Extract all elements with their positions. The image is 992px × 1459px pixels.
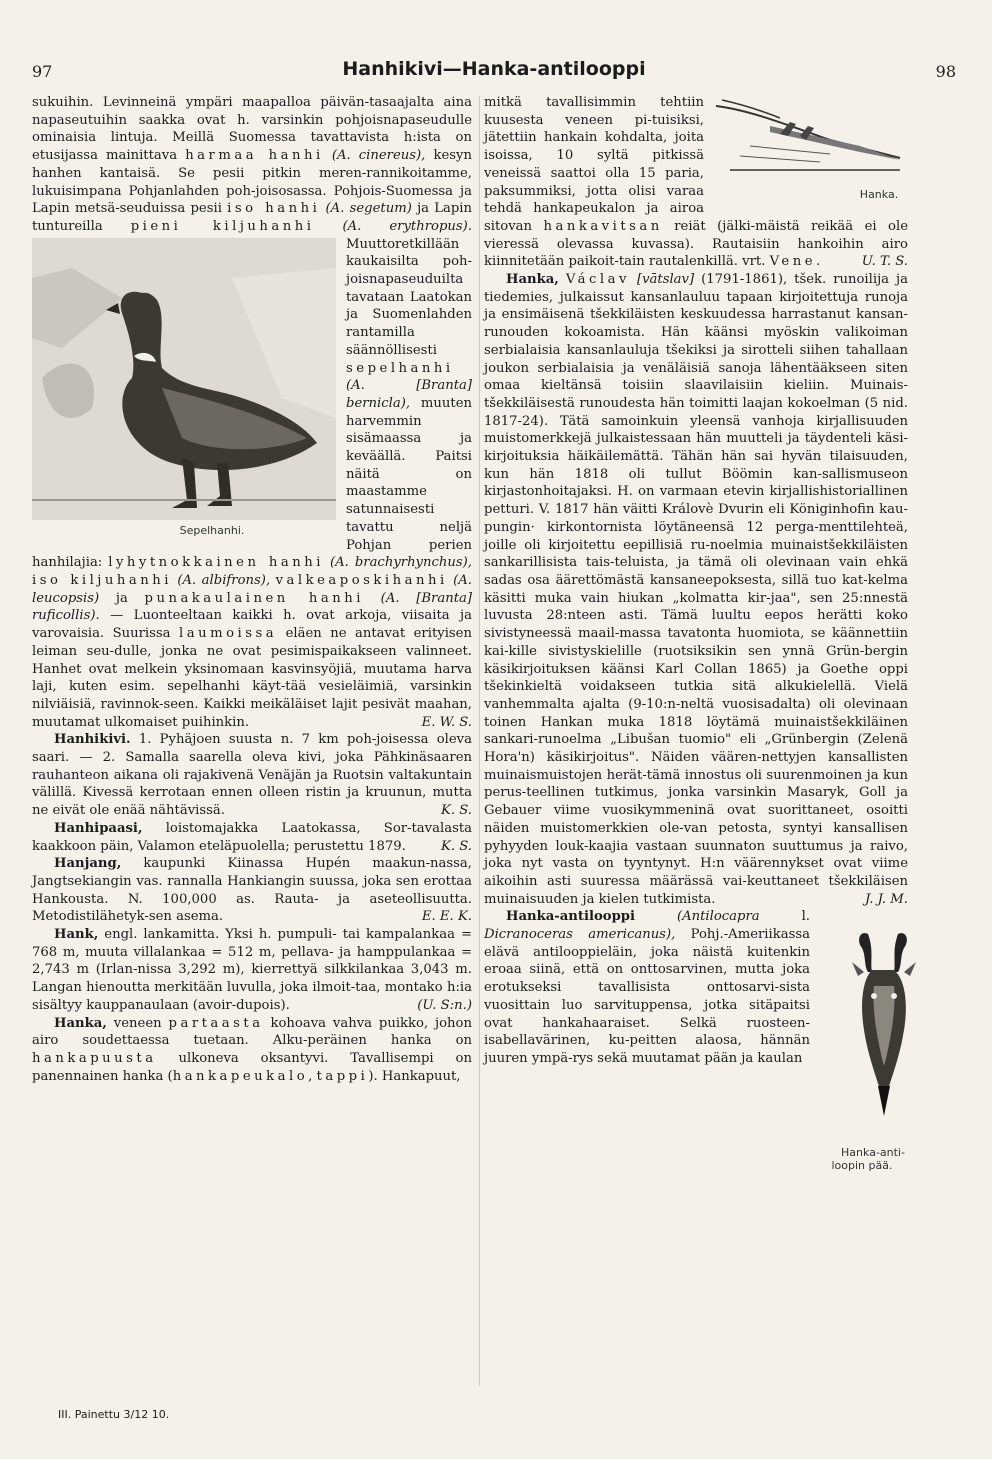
- hanka-article: Hanka, veneen partaasta kohoava vahva puikko, johon airo soudettaessa tuetaan. Alku-peräinen hanka on hankapuusta ulkoneva oksantyvi. Tavallisempi on panennainen hanka (hankapeukalo, tappi). Hankapuut,: [32, 1015, 472, 1084]
- page-title: Hanhikivi—Hanka-antilooppi: [342, 58, 646, 80]
- entry-heading: Hanka,: [506, 272, 559, 288]
- signature: E. W. S.: [421, 714, 472, 730]
- antelope-caption: Hanka-anti-loopin pää.: [831, 1146, 905, 1173]
- right-column: [484, 94, 908, 1188]
- entry-heading: Hanhikivi.: [54, 732, 131, 748]
- signature: E. E. K.: [421, 909, 472, 925]
- hanka-article-continued: Hanka. mitkä tavallisimmin tehtiin kuusesta veneen pi-tuisiksi, jätettiin hankain kohdalta, joita isoissa, 10 syltä pitkissä veneissä saattoi olla 15 paria, paksummiksi, jotta olisi varaa tehdä hankapeukalon ja airoa sitovan hankavitsan reiät (jälki-mäistä reikää ei ole vieressä olevassa kuvassa). Rautaisiin hankoihin airo kiinnitetään paikoit-tain rautalenkillä. vrt. Vene. U. T. S.: [484, 95, 908, 270]
- signature: K. S.: [441, 803, 472, 819]
- signature: J. J. M.: [865, 891, 908, 907]
- signature: U. T. S.: [861, 254, 908, 270]
- sepelhanhi-image: [32, 238, 336, 540]
- hanhikivi-article: Hanhikivi. 1. Pyhäjoen suusta n. 7 km poh-joisessa oleva saari. — 2. Samalla saarella oleva kivi, joka Pähkinäsaaren rauhanteon aikana oli rajakivenä Venäjän ja Ruotsin valtakuntain välillä. Kivessä kerrotaan ennen olleen ristin ja kruunun, mutta ne eivät ole enää nähtävissä. K. S.: [32, 732, 472, 819]
- entry-heading: Hank,: [54, 927, 99, 943]
- goose-caption: Sepelhanhi.: [179, 523, 245, 537]
- printing-note: III. Painettu 3/12 10.: [58, 1408, 170, 1421]
- hanka-vaclav-article: Hanka, Václav [vātslav] (1791-1861), tšek. runoilija ja tiedemies, julkaissut kansanlauluu tapaan kirjoitettuja runoja ja ensimäisenä tšekkiläisten keskuudessa harrastanut kansan-runouden kokoamista. Hän käänsi myöskin valikoiman serbialaisia kansanlauluja tšekiksi ja sirotteli siihen tahallaan joukon serbialaisia ja venäläisiä sanoja lähentääkseen siten omaa kieltänsä toisiin slaavilaisiin kieliin. Muinais-tšekkiläisestä runoudesta hän toimitti laajan kokoelman (5 nid. 1817-24). Tätä samoinkuin yleensä vanhoja kirjallisuuden muistomerkkejä julkaistessaan hän muutteli ja täydenteli käsi-kirjoituksia häikäilemättä. Tähän hän sai hyvän tilaisuuden, kun hän 1818 oli tullut Böömin kan-sallismuseon kirjastonhoitajaksi. H. on varmaan etevin kirjallishistoriallinen petturi. V. 1817 hän väitti Královè Dvurin eli Königinhofin kau-pungin· kirkontornista löytäneensä 12 perga-menttilehteä, joille oli kirjoitettu eepillisiä ru-noelmia muinaistšekkiläisten sankarillisista tais-teluista, ja tämä oli olevinaan vain ehkä sadas osa äärettömästä kansaneepoksesta, sillä tuo kat-kelma käsitti muka vain hiukan „kolmatta kir-jaa", sen 25:nnestä luvusta 28:nteen asti. Tämä luultu eepos herätti koko sivistyneessä maail-massa tavatonta huomiota, se käännettiin kai-kille sivistyskielille (ruotsiksikin sen ynnä Grün-bergin käsikirjoituksen käänsi Karl Collan 1865) ja Goethe oppi tšekinkieltä voidakseen tutkia sitä alkukielellä. Vielä vanhemmalta ajalta (9-10:n-neltä vuosisadalta) oli olevinaan toinen Hankan muka 1818 löytämä muinaistšekkiläinen sankari-runoelma „Libušan tuomio" eli „Grünbergin (Zelenä Hora'n) käsikirjoitus". Näiden väären-nettyjen kansallisten muinaismuistojen herät-tämä innostus oli suurenmoinen ja kun perus-teellinen tutkimus, jonka varsinkin Masaryk, Goll ja Gebauer viime vuosikymmeninä ovat suorittaneet, osoitti näiden muistomerkkien ole-van petosta, syntyi kansallisen pyhyyden louk-kaajia vastaan suunnaton suuttumus ja raivo, joka nyt vasta on tyyntynyt. H:n väärennykset ovat viime aikoihin asti suuressa määrässä vai-keuttaneet tšekkiläisen muinaisuuden ja kielen tutkimista. J. J. M.: [484, 272, 908, 907]
- page-header: [32, 58, 956, 84]
- hanka-antilooppi-article: Hanka-anti-loopin pää. Hanka-antilooppi (Antilocapra l. Dicranoceras americanus), Pohj.-Ameriikassa elävä antilooppieläin, joka näistä kuitenkin eroaa siinä, että on onttosarvinen, mutta joka erotukseksi tavallisista onttosarvi-sista vuosittain luo sarvituppensa, jotka sitäpaitsi ovat hankahaaraiset. Selkä ruosteen-isabellavärinen, ku-peitten alaosa, hännän juuren ympä-rys sekä muutamat pään ja kaulan: [484, 908, 908, 1067]
- entry-heading: Hanjang,: [54, 856, 122, 872]
- entry-heading: Hanhipaasi,: [54, 820, 143, 836]
- oar-lock-illustration: [710, 96, 908, 206]
- hanjang-article: Hanjang, kaupunki Kiinassa Hupén maakun-nassa, Jangtsekiangin vas. rannalla Hankiangin suussa, joka sen erottaa Hankousta. N. 100,000 as. Rauta- ja aseteollisuutta. Metodistilähetyk-sen asema. E. E. K.: [32, 856, 472, 925]
- left-column: [32, 94, 472, 1085]
- page-number-right: 98: [935, 62, 956, 81]
- signature: (U. S:n.): [417, 997, 472, 1013]
- hank-article: Hank, engl. lankamitta. Yksi h. pumpuli- tai kampalankaa = 768 m, muuta villalankaa = 512 m, pellava- ja hamppulankaa = 2,743 m (Irlan-nissa 3,292 m), kierrettyä silkkilankaa 3,043 m. Langan hienoutta merkitään luvulla, joka ilmoit-taa, montako h:ia sisältyy kauppanaulaan (avoir-dupois). (U. S:n.): [32, 927, 472, 1013]
- signature: K. S.: [441, 838, 472, 854]
- page-number-left: 97: [32, 62, 53, 81]
- oar-caption: Hanka.: [859, 188, 899, 201]
- entry-heading: Hanka,: [54, 1015, 107, 1031]
- hanhipaasi-article: Hanhipaasi, loistomajakka Laatokassa, Sor-tavalasta kaakkoon päin, Valamon eteläpuolella; perustettu 1879. K. S.: [32, 820, 472, 854]
- goose-illustration: [32, 238, 336, 540]
- hanhi-article: sukuihin. Levinneinä ympäri maapalloa päivän-tasaajalta aina napaseutuihin saakka ovat h. varsinkin pohjoisnapaseudulle ominaisia lintuja. Meillä Suomessa tavattavista h:ista on etusijassa mainittava harmaa hanhi (A. cinereus), kesyn hanhen kantaisä. Se pesii pitkin meren-rannikoitamme, lukuisimpana Pohjanlahden poh-joisosassa. Pohjois-Suomessa ja Lapin metsä-seuduissa pesii iso hanhi (A. segetum) ja Lapin tuntureilla pieni kiljuhanhi (A. erythropus). Sepelhanhi. Muuttoretkillään kaukaisilta poh-joisnapaseuduilta tavataan Laatokan ja Suomenlahden rantamilla säännöllisesti sepelhanhi (A. [Branta] bernicla), muuten harvemmin sisämaassa ja keväällä. Paitsi näitä on maastamme satunnaisesti tavattu neljä Pohjan perien hanhilajia: lyhytnokkainen hanhi (A. brachyrhynchus), iso kiljuhanhi (A. albifrons), valkeaposkihanhi (A. leucopsis) ja punakaulainen hanhi (A. [Branta] ruficollis). — Luonteeltaan kaikki h. ovat arkoja, viisaita ja varovaisia. Suurissa laumoissa eläen ne antavat erityisen leiman seu-dulle, jonka ne ovat pesimispaikakseen valinneet. Hanhet ovat melkein yksinomaan kasvinsyöjiä, muutama harva laji, kuten esim. sepelhanhi käyt-tää vesieläimiä, varsinkin nilviäisiä, ravinnok-seen. Kaikki meikäläiset lajit pesivät maahan, muutamat ulkomaiset puihinkin. E. W. S.: [32, 95, 473, 730]
- hanka-image: [710, 96, 908, 188]
- entry-heading: Hanka-antilooppi: [506, 909, 636, 925]
- antelope-head-image: [838, 926, 930, 1142]
- column-divider: [479, 96, 480, 1386]
- antelope-illustration: [816, 926, 908, 1186]
